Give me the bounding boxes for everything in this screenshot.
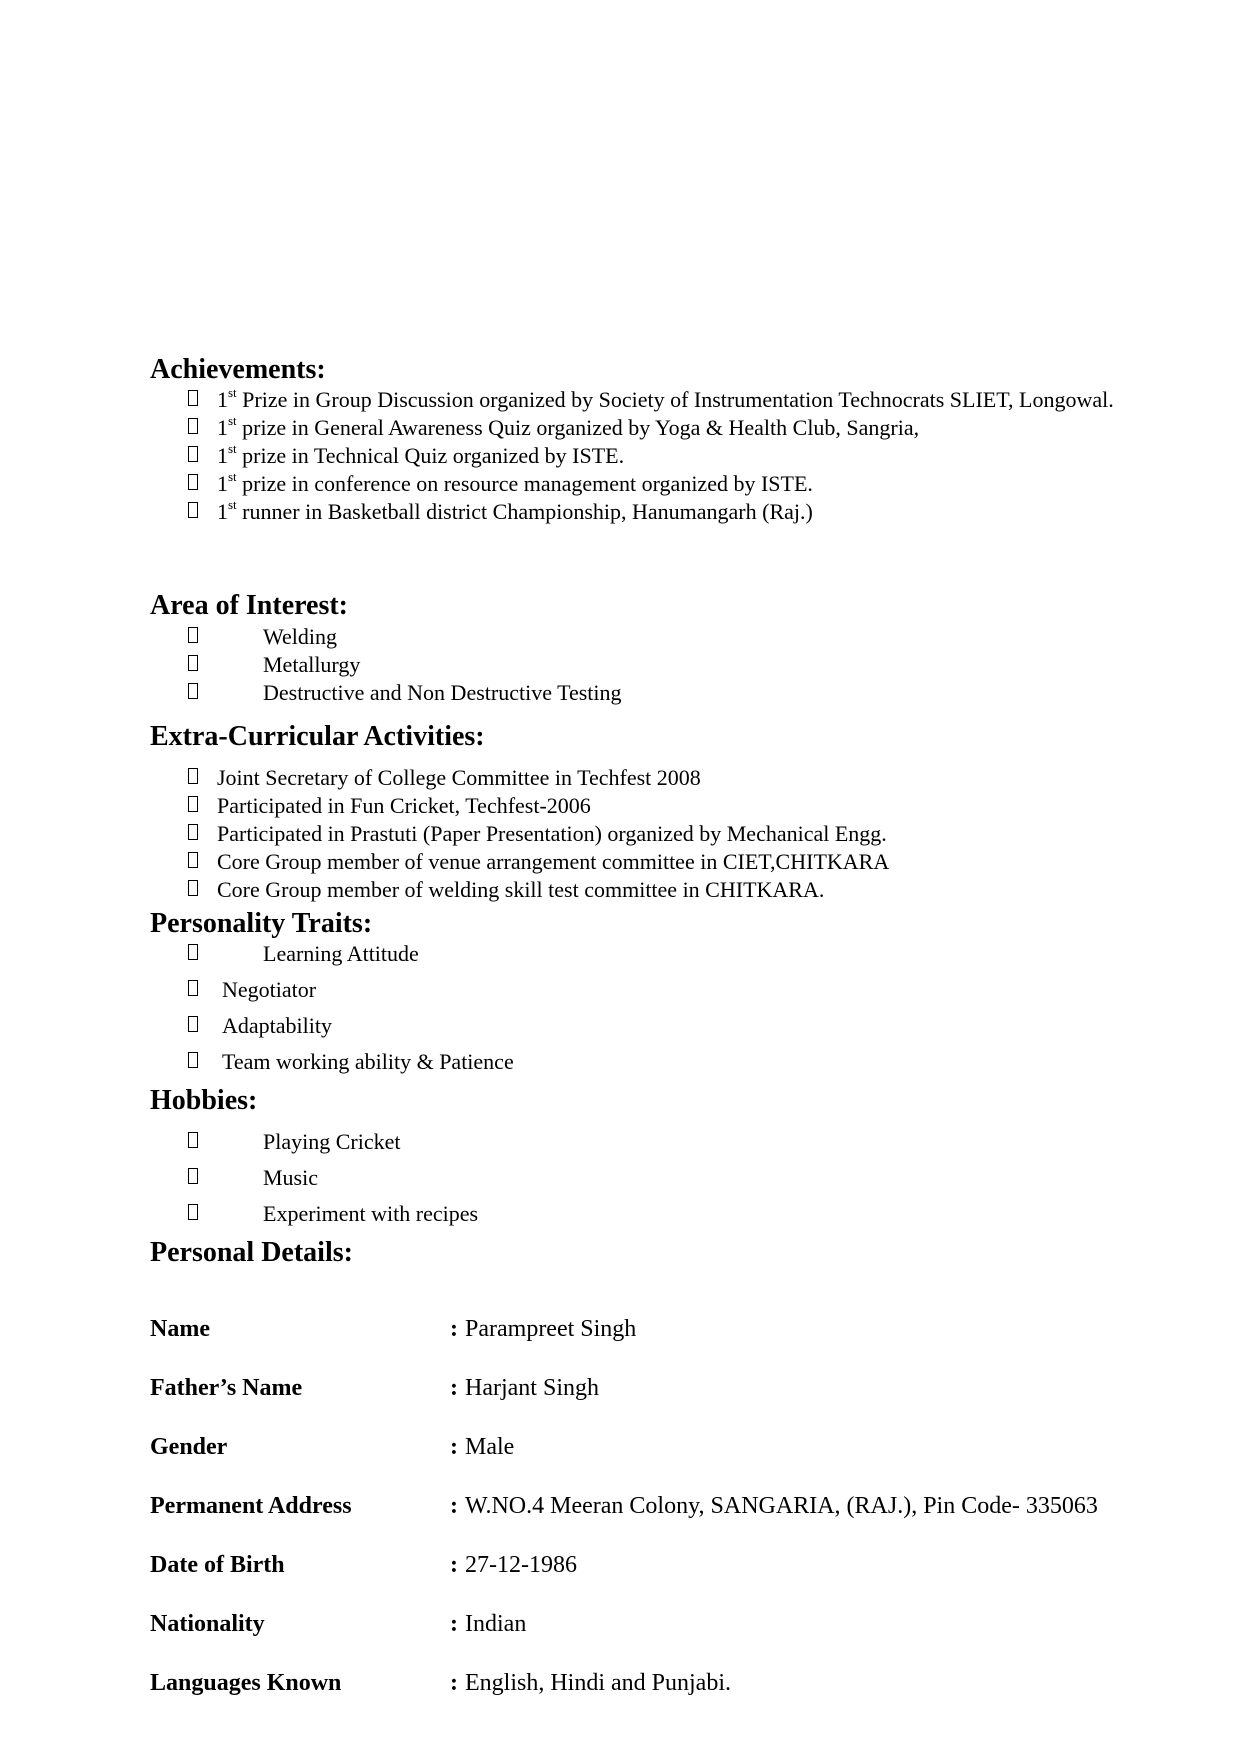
detail-value: W.NO.4 Meeran Colony, SANGARIA, (RAJ.), Pin Code- 335063 bbox=[465, 1493, 1098, 1519]
list-item-text: Core Group member of venue arrangement committee in CIET,CHITKARA bbox=[217, 849, 890, 874]
detail-separator: : bbox=[450, 1375, 458, 1401]
detail-value: Harjant Singh bbox=[465, 1375, 599, 1401]
bullet-icon bbox=[188, 980, 198, 996]
detail-label: Father’s Name bbox=[150, 1375, 303, 1401]
personality-traits-heading: Personality Traits: bbox=[150, 908, 373, 939]
list-item-text: 1st prize in General Awareness Quiz organized by Yoga & Health Club, Sangria, bbox=[217, 412, 920, 440]
detail-label: Name bbox=[150, 1316, 210, 1342]
list-item-text: Playing Cricket bbox=[263, 1129, 401, 1154]
bullet-icon bbox=[188, 474, 198, 490]
bullet-icon bbox=[188, 1204, 198, 1220]
list-item-text: 1st prize in conference on resource management organized by ISTE. bbox=[217, 468, 813, 496]
area-of-interest-heading: Area of Interest: bbox=[150, 590, 349, 621]
detail-label: Nationality bbox=[150, 1611, 265, 1637]
bullet-icon bbox=[188, 390, 198, 406]
list-item-text: Experiment with recipes bbox=[263, 1201, 479, 1226]
extra-curricular-heading: Extra-Curricular Activities: bbox=[150, 721, 485, 752]
list-item-text: Welding bbox=[263, 624, 337, 649]
list-item-text: Music bbox=[263, 1165, 318, 1190]
bullet-icon bbox=[188, 796, 198, 812]
bullet-icon bbox=[188, 1052, 198, 1068]
list-item-text: Negotiator bbox=[222, 977, 317, 1002]
list-item-text: Metallurgy bbox=[263, 652, 361, 677]
detail-label: Languages Known bbox=[150, 1670, 342, 1696]
detail-label: Gender bbox=[150, 1434, 228, 1460]
personal-details-heading: Personal Details: bbox=[150, 1237, 353, 1268]
list-item-text: Core Group member of welding skill test committee in CHITKARA. bbox=[217, 877, 825, 902]
detail-separator: : bbox=[450, 1552, 458, 1578]
list-item-text: 1st Prize in Group Discussion organized by Society of Instrumentation Technocrats SLIET, Longowal. bbox=[217, 384, 1114, 412]
bullet-icon bbox=[188, 768, 198, 784]
detail-value: Parampreet Singh bbox=[465, 1316, 637, 1342]
detail-label: Date of Birth bbox=[150, 1552, 285, 1578]
detail-separator: : bbox=[450, 1316, 458, 1342]
list-item-text: Participated in Fun Cricket, Techfest-2006 bbox=[217, 793, 591, 818]
bullet-icon bbox=[188, 683, 198, 699]
bullet-icon bbox=[188, 852, 198, 868]
list-item-text: 1st runner in Basketball district Championship, Hanumangarh (Raj.) bbox=[217, 496, 813, 524]
bullet-icon bbox=[188, 1016, 198, 1032]
bullet-icon bbox=[188, 418, 198, 434]
bullet-icon bbox=[188, 824, 198, 840]
hobbies-heading: Hobbies: bbox=[150, 1085, 258, 1116]
bullet-icon bbox=[188, 502, 198, 518]
list-item-text: Adaptability bbox=[222, 1013, 332, 1038]
detail-value: English, Hindi and Punjabi. bbox=[465, 1670, 731, 1696]
detail-value: Indian bbox=[465, 1611, 527, 1637]
bullet-icon bbox=[188, 880, 198, 896]
bullet-icon bbox=[188, 627, 198, 643]
bullet-icon bbox=[188, 655, 198, 671]
list-item-text: Joint Secretary of College Committee in Techfest 2008 bbox=[217, 765, 701, 790]
bullet-icon bbox=[188, 944, 198, 960]
list-item-text: Destructive and Non Destructive Testing bbox=[263, 680, 622, 705]
list-item-text: Participated in Prastuti (Paper Presentation) organized by Mechanical Engg. bbox=[217, 821, 887, 846]
achievements-heading: Achievements: bbox=[150, 354, 326, 385]
detail-value: 27-12-1986 bbox=[465, 1552, 577, 1578]
bullet-icon bbox=[188, 1132, 198, 1148]
detail-separator: : bbox=[450, 1670, 458, 1696]
list-item-text: Learning Attitude bbox=[263, 941, 419, 966]
detail-separator: : bbox=[450, 1434, 458, 1460]
list-item-text: Team working ability & Patience bbox=[222, 1049, 514, 1074]
bullet-icon bbox=[188, 1168, 198, 1184]
detail-separator: : bbox=[450, 1611, 458, 1637]
detail-value: Male bbox=[465, 1434, 515, 1460]
detail-label: Permanent Address bbox=[150, 1493, 352, 1519]
detail-separator: : bbox=[450, 1493, 458, 1519]
bullet-icon bbox=[188, 446, 198, 462]
list-item-text: 1st prize in Technical Quiz organized by ISTE. bbox=[217, 440, 625, 468]
